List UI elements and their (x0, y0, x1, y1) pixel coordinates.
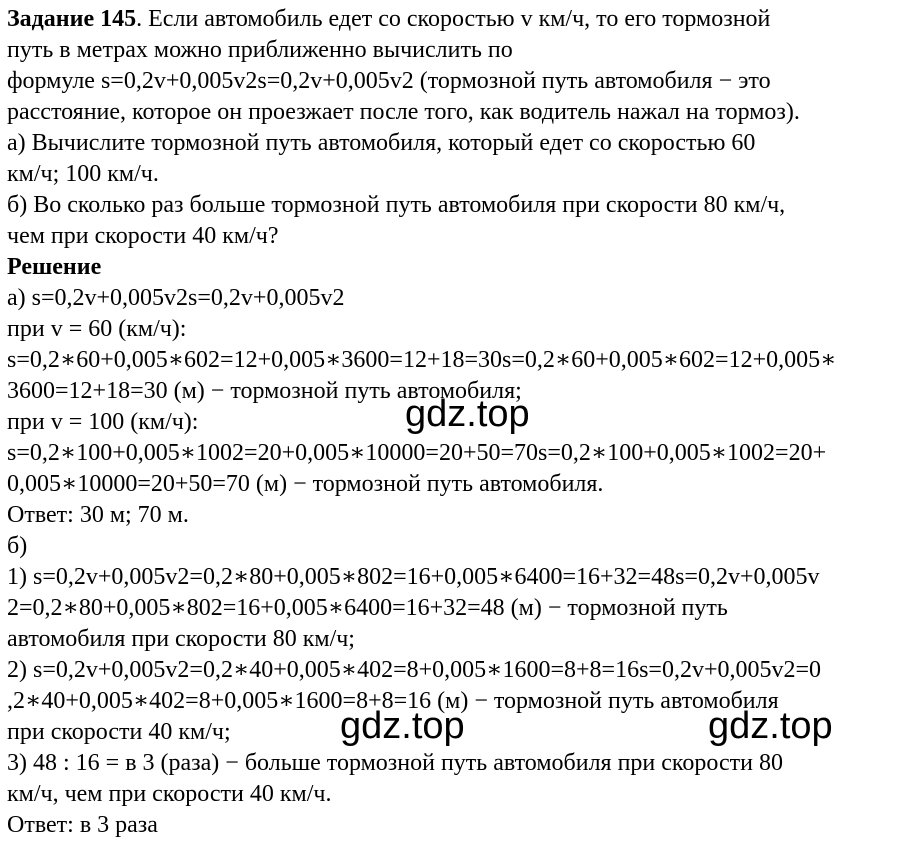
question-b-line-1: б) Во сколько раз больше тормозной путь автомобиля при скорости 80 км/ч, (7, 192, 786, 218)
solution-line: б) (7, 533, 28, 559)
solution-line: 1) s=0,2v+0,005v2=0,2∗80+0,005∗802=16+0,005∗6400=16+32=48s=0,2v+0,005v (7, 564, 820, 590)
task-text-1: . Если автомобиль едет со скоростью v км/ч, то его тормозной (136, 6, 771, 32)
solution-line: 3600=12+18=30 (м) − тормозной путь автомобиля; (7, 378, 522, 404)
solution-line: при v = 100 (км/ч): (7, 409, 199, 435)
task-line-2: путь в метрах можно приближенно вычислить по (7, 37, 513, 63)
solution-line: 0,005∗10000=20+50=70 (м) − тормозной путь автомобиля. (7, 471, 604, 497)
watermark-text: gdz.top (340, 705, 465, 747)
solution-line: ,2∗40+0,005∗402=8+0,005∗1600=8+8=16 (м) − тормозной путь автомобиля (7, 688, 779, 714)
question-b-line-2: чем при скорости 40 км/ч? (7, 223, 279, 249)
solution-line: s=0,2∗60+0,005∗602=12+0,005∗3600=12+18=30s=0,2∗60+0,005∗602=12+0,005∗ (7, 347, 837, 373)
solution-line: 3) 48 : 16 = в 3 (раза) − больше тормозной путь автомобиля при скорости 80 (7, 750, 783, 776)
solution-line: при v = 60 (км/ч): (7, 316, 187, 342)
solution-line: s=0,2∗100+0,005∗1002=20+0,005∗10000=20+50=70s=0,2∗100+0,005∗1002=20+ (7, 440, 827, 466)
task-number: Задание 145 (7, 6, 137, 32)
solution-line: автомобиля при скорости 80 км/ч; (7, 626, 355, 652)
task-line-4: расстояние, которое он проезжает после того, как водитель нажал на тормоз). (7, 99, 800, 125)
solution-line: км/ч, чем при скорости 40 км/ч. (7, 781, 332, 807)
solution-heading: Решение (7, 254, 102, 280)
answer-a: Ответ: 30 м; 70 м. (7, 502, 189, 528)
solution-line: а) s=0,2v+0,005v2s=0,2v+0,005v2 (7, 285, 345, 311)
watermark-text: gdz.top (708, 705, 833, 747)
answer-b: Ответ: в 3 раза (7, 812, 158, 838)
task-line-1 (7, 4, 912, 35)
solution-line: при скорости 40 км/ч; (7, 719, 231, 745)
question-a-line-2: км/ч; 100 км/ч. (7, 161, 159, 187)
watermark-text: gdz.top (405, 393, 530, 435)
solution-line: 2) s=0,2v+0,005v2=0,2∗40+0,005∗402=8+0,005∗1600=8+8=16s=0,2v+0,005v2=0 (7, 657, 822, 683)
solution-line: 2=0,2∗80+0,005∗802=16+0,005∗6400=16+32=48 (м) − тормозной путь (7, 595, 728, 621)
question-a-line-1: а) Вычислите тормозной путь автомобиля, который едет со скоростью 60 (7, 130, 756, 156)
task-line-3: формуле s=0,2v+0,005v2s=0,2v+0,005v2 (тормозной путь автомобиля − это (7, 68, 771, 94)
